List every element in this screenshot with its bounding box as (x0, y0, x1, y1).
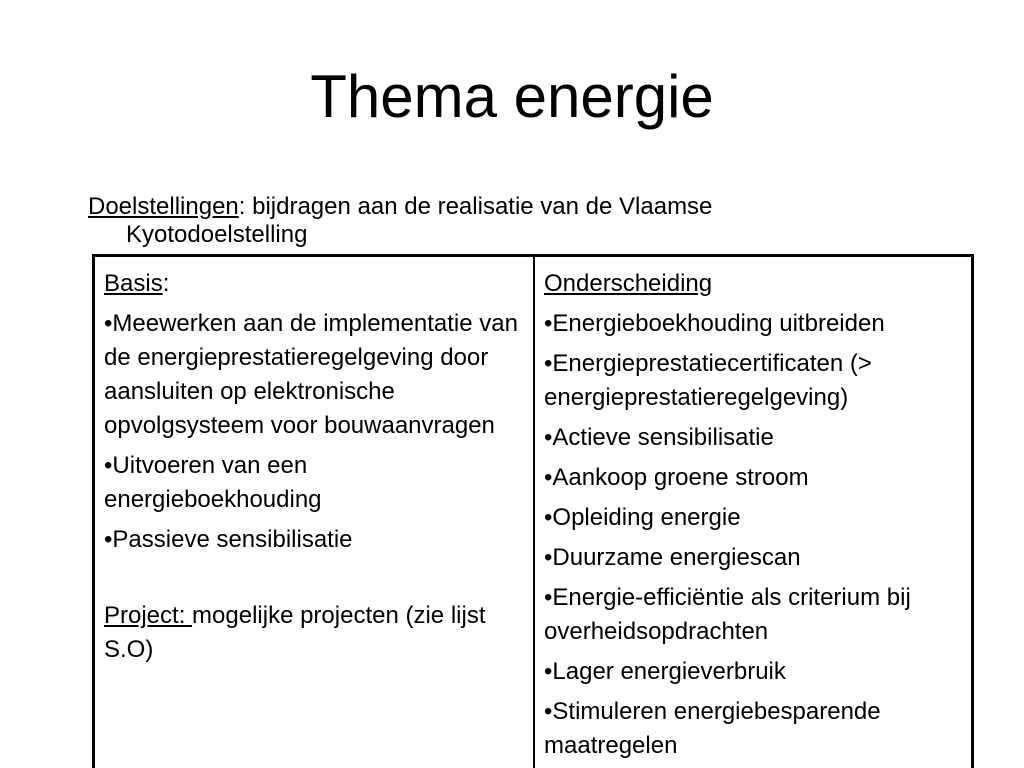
slide-title: Thema energie (310, 63, 714, 130)
basis-spacer (104, 563, 525, 599)
onderscheiding-item: •Actieve sensibilisatie (544, 424, 774, 451)
onderscheiding-item: •Aankoop groene stroom (544, 464, 809, 491)
objective-line-1: : bijdragen aan de realisatie van de Vlaamse (238, 193, 713, 220)
project-label: Project: (104, 602, 193, 629)
onderscheiding-item: •Energieprestatiecertificaten (> energieprestatieregelgeving) (544, 350, 872, 411)
onderscheiding-column (535, 257, 971, 768)
basis-column (95, 257, 535, 768)
objective-text (88, 191, 868, 251)
objective-line-2: Kyotodoelstelling (126, 221, 308, 248)
basis-header-label: Basis (104, 270, 163, 297)
onderscheiding-item: •Opleiding energie (544, 504, 741, 531)
basis-item: •Passieve sensibilisatie (104, 526, 353, 553)
onderscheiding-item: •Duurzame energiescan (544, 544, 801, 571)
basis-item: •Uitvoeren van een energieboekhouding (104, 452, 322, 513)
project-line (104, 599, 525, 667)
basis-header-suffix: : (162, 270, 170, 297)
onderscheiding-item: •Energie-efficiëntie als criterium bij overheidsopdrachten (544, 584, 911, 645)
project-text: mogelijke projecten (zie lijst S.O) (104, 602, 486, 663)
basis-header (104, 267, 525, 301)
onderscheiding-item: •Energieboekhouding uitbreiden (544, 310, 885, 337)
objectives-table (92, 254, 974, 768)
onderscheiding-header-label: Onderscheiding (544, 270, 713, 297)
onderscheiding-item: •Lager energieverbruik (544, 658, 786, 685)
onderscheiding-item: •Stimuleren energiebesparende maatregelen (544, 698, 881, 759)
objective-label: Doelstellingen (88, 193, 239, 220)
onderscheiding-header (544, 267, 963, 301)
basis-item: •Meewerken aan de implementatie van de energieprestatieregelgeving door aansluiten op elektronische opvolgsysteem voor bouwaanvragen (104, 310, 518, 439)
